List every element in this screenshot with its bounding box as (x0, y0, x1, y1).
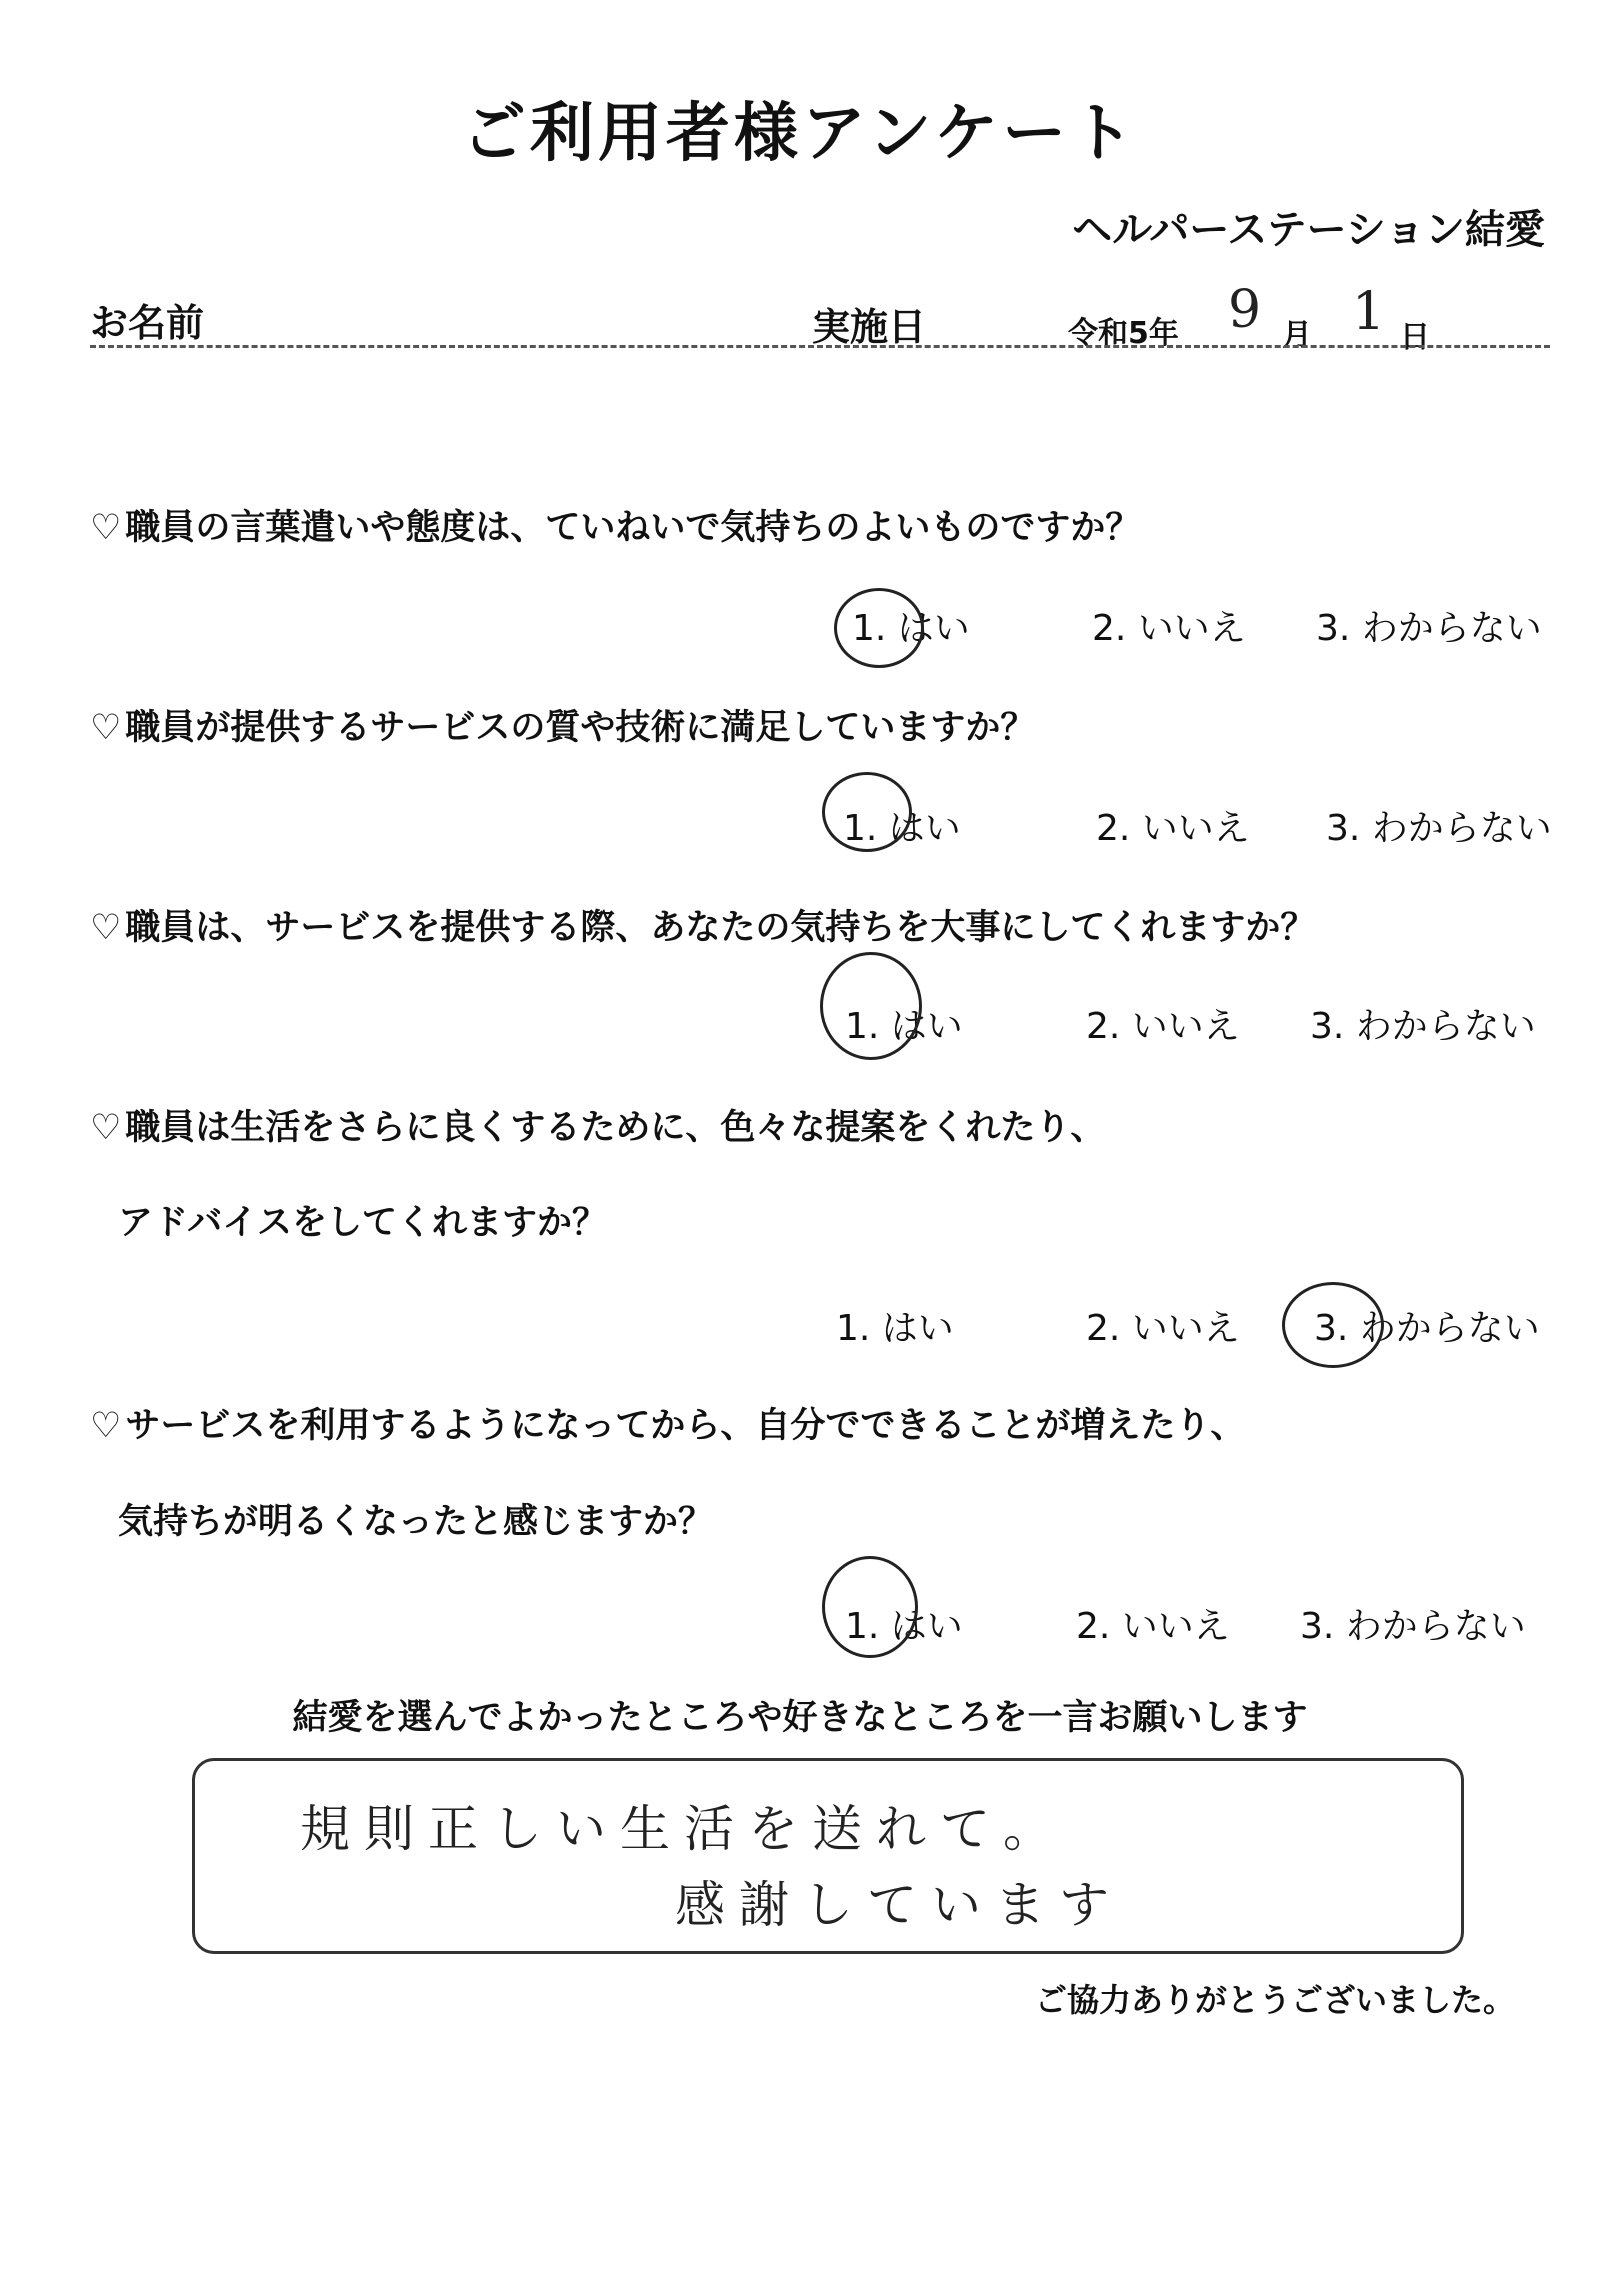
question-2 (90, 700, 1035, 750)
q2-option-unknown[interactable]: 3. わからない (1326, 808, 1552, 849)
q2-option-no[interactable]: 2. いいえ (1096, 808, 1250, 849)
q3-option-unknown[interactable]: 3. わからない (1310, 1006, 1536, 1047)
q4-option-unknown[interactable]: 3. わからない (1314, 1308, 1540, 1349)
q5-option-yes[interactable]: 1. はい (845, 1606, 963, 1647)
month-value: 9 (1228, 280, 1262, 340)
day-label: 日 (1400, 320, 1430, 355)
era-year: 令和5年 (1068, 316, 1179, 351)
q5-selected-circle (822, 1556, 918, 1658)
comment-line-1: 規則正しい生活を送れて。 (300, 1800, 1067, 1858)
q1-selected-circle (834, 588, 924, 668)
question-4 (90, 1100, 1105, 1150)
q1-option-unknown[interactable]: 3. わからない (1316, 608, 1542, 649)
heart-icon: ♡ (90, 508, 122, 548)
header-dotted-line (90, 345, 1550, 348)
q3-selected-circle (820, 952, 922, 1060)
q2-selected-circle (822, 772, 912, 852)
heart-icon: ♡ (90, 708, 122, 748)
page-title: ご利用者様アンケート (461, 97, 1139, 171)
q1-option-no[interactable]: 2. いいえ (1092, 608, 1246, 649)
question-4-text-line1: 職員は生活をさらに良くするために、色々な提案をくれたり、 (125, 1108, 1106, 1148)
q4-option-no[interactable]: 2. いいえ (1086, 1308, 1240, 1349)
q3-option-yes[interactable]: 1. はい (845, 1006, 963, 1047)
q5-option-no[interactable]: 2. いいえ (1076, 1606, 1230, 1647)
q2-option-yes[interactable]: 1. はい (843, 808, 961, 849)
question-1-text: 職員の言葉遣いや態度は、ていねいで気持ちのよいものですか？ (125, 508, 1141, 548)
closing-message: ご協力ありがとうございました。 (1034, 1981, 1515, 2019)
heart-icon: ♡ (90, 1406, 122, 1446)
comment-box[interactable] (192, 1758, 1464, 1954)
question-5-text-line2: 気持ちが明るくなったと感じますか？ (118, 1502, 714, 1542)
question-1 (90, 500, 1140, 550)
q4-option-yes[interactable]: 1. はい (836, 1308, 954, 1349)
q4-selected-circle (1282, 1282, 1384, 1368)
question-2-text: 職員が提供するサービスの質や技術に満足していますか？ (125, 708, 1036, 748)
question-3 (90, 900, 1315, 950)
q3-option-no[interactable]: 2. いいえ (1086, 1006, 1240, 1047)
question-5 (90, 1398, 1245, 1448)
question-5-text-line1: サービスを利用するようになってから、自分でできることが増えたり、 (125, 1406, 1246, 1446)
heart-icon: ♡ (90, 908, 122, 948)
name-label: お名前 (90, 301, 205, 345)
q1-option-yes[interactable]: 1. はい (852, 608, 970, 649)
q5-option-unknown[interactable]: 3. わからない (1300, 1606, 1526, 1647)
question-4-text-line2: アドバイスをしてくれますか？ (118, 1203, 607, 1243)
heart-icon: ♡ (90, 1108, 122, 1148)
comment-prompt: 結愛を選んでよかったところや好きなところを一言お願いします (292, 1698, 1308, 1738)
date-label: 実施日 (812, 305, 927, 349)
day-value: 1 (1352, 282, 1386, 342)
question-3-text: 職員は、サービスを提供する際、あなたの気持ちを大事にしてくれますか？ (125, 908, 1316, 948)
comment-line-2: 感謝しています (675, 1876, 1123, 1934)
organization-name: ヘルパーステーション結愛 (1072, 207, 1545, 253)
month-label: 月 (1282, 318, 1312, 353)
